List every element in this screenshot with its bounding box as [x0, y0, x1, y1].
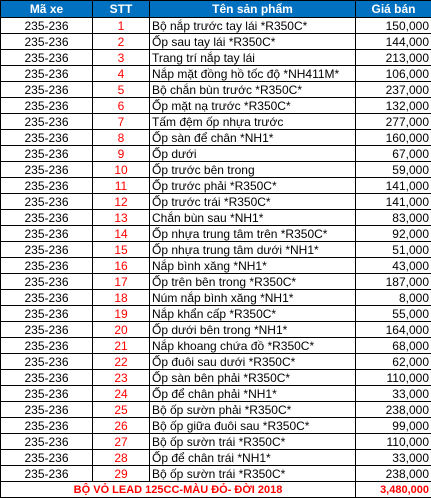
stt-cell: 21: [93, 338, 150, 354]
product-name-cell: Ốp trên bên trong *R350C*: [150, 274, 356, 290]
product-name-cell: Bộ chắn bùn trước *R350C*: [150, 82, 356, 98]
stt-cell: 3: [93, 50, 150, 66]
product-name-cell: Ốp để chân phải *NH1*: [150, 386, 356, 402]
model-cell: 235-236: [1, 418, 93, 434]
table-row: [1, 274, 431, 290]
stt-cell: 8: [93, 130, 150, 146]
price-cell: 150,000: [356, 18, 431, 34]
model-cell: 235-236: [1, 402, 93, 418]
table-row: [1, 82, 431, 98]
product-name-cell: Ốp dưới bên trong *NH1*: [150, 322, 356, 338]
model-cell: 235-236: [1, 162, 93, 178]
table-row: [1, 418, 431, 434]
price-cell: 43,000: [356, 258, 431, 274]
product-name-cell: Ốp trước phải *R350C*: [150, 178, 356, 194]
product-name-cell: Nắp bình xăng *NH1*: [150, 258, 356, 274]
price-cell: 67,000: [356, 146, 431, 162]
stt-cell: 24: [93, 386, 150, 402]
product-name-cell: Ốp nhựa trung tâm dưới *NH1*: [150, 242, 356, 258]
stt-cell: 19: [93, 306, 150, 322]
product-name-cell: Ốp để chân trái *NH1*: [150, 450, 356, 466]
model-cell: 235-236: [1, 114, 93, 130]
stt-cell: 14: [93, 226, 150, 242]
product-name-cell: Trang trí nắp tay lái: [150, 50, 356, 66]
product-name-cell: Chắn bùn sau *NH1*: [150, 210, 356, 226]
price-cell: 132,000: [356, 98, 431, 114]
price-cell: 83,000: [356, 210, 431, 226]
stt-cell: 25: [93, 402, 150, 418]
price-cell: 238,000: [356, 402, 431, 418]
table-row: [1, 434, 431, 450]
total-label: BỘ VỎ LEAD 125CC-MÀU ĐỎ- ĐỜI 2018: [1, 482, 356, 498]
price-cell: 213,000: [356, 50, 431, 66]
price-cell: 8,000: [356, 290, 431, 306]
product-name-cell: Ốp sàn để chân *NH1*: [150, 130, 356, 146]
table-body: [1, 18, 431, 482]
table-row: [1, 354, 431, 370]
table-row: [1, 306, 431, 322]
model-cell: 235-236: [1, 178, 93, 194]
stt-cell: 6: [93, 98, 150, 114]
model-cell: 235-236: [1, 66, 93, 82]
stt-cell: 17: [93, 274, 150, 290]
table-row: [1, 450, 431, 466]
table-row: [1, 290, 431, 306]
header-stt: STT: [93, 1, 150, 18]
model-cell: 235-236: [1, 354, 93, 370]
table-row: [1, 242, 431, 258]
table-row: [1, 258, 431, 274]
model-cell: 235-236: [1, 370, 93, 386]
price-cell: 55,000: [356, 306, 431, 322]
product-name-cell: Nắp khẩn cấp *R350C*: [150, 306, 356, 322]
product-name-cell: Ốp dưới: [150, 146, 356, 162]
stt-cell: 13: [93, 210, 150, 226]
model-cell: 235-236: [1, 130, 93, 146]
model-cell: 235-236: [1, 466, 93, 482]
stt-cell: 10: [93, 162, 150, 178]
product-name-cell: Nắp mặt đồng hồ tốc độ *NH411M*: [150, 66, 356, 82]
model-cell: 235-236: [1, 82, 93, 98]
price-cell: 62,000: [356, 354, 431, 370]
model-cell: 235-236: [1, 322, 93, 338]
header-model: Mã xe: [1, 1, 93, 18]
price-cell: 164,000: [356, 322, 431, 338]
header-price: Giá bán: [356, 1, 431, 18]
stt-cell: 5: [93, 82, 150, 98]
stt-cell: 15: [93, 242, 150, 258]
product-name-cell: Bộ ốp sườn trái *R350C*: [150, 466, 356, 482]
model-cell: 235-236: [1, 50, 93, 66]
product-name-cell: Ốp mặt nạ trước *R350C*: [150, 98, 356, 114]
table-row: [1, 98, 431, 114]
table-row: [1, 50, 431, 66]
stt-cell: 22: [93, 354, 150, 370]
total-row: [1, 482, 431, 498]
product-name-cell: Nắp khoang chứa đồ *R350C*: [150, 338, 356, 354]
stt-cell: 9: [93, 146, 150, 162]
product-name-cell: Ốp trước bên trong: [150, 162, 356, 178]
price-cell: 68,000: [356, 338, 431, 354]
stt-cell: 28: [93, 450, 150, 466]
price-cell: 33,000: [356, 386, 431, 402]
table-row: [1, 338, 431, 354]
total-value: 3,480,000: [356, 482, 431, 498]
stt-cell: 20: [93, 322, 150, 338]
model-cell: 235-236: [1, 226, 93, 242]
stt-cell: 4: [93, 66, 150, 82]
stt-cell: 1: [93, 18, 150, 34]
model-cell: 235-236: [1, 194, 93, 210]
stt-cell: 27: [93, 434, 150, 450]
product-name-cell: Tấm đệm ốp nhựa trước: [150, 114, 356, 130]
product-name-cell: Bộ ốp sườn trái *R350C*: [150, 434, 356, 450]
table-row: [1, 114, 431, 130]
table-row: [1, 466, 431, 482]
model-cell: 235-236: [1, 290, 93, 306]
table-row: [1, 178, 431, 194]
price-cell: 141,000: [356, 194, 431, 210]
model-cell: 235-236: [1, 242, 93, 258]
table-row: [1, 402, 431, 418]
price-cell: 187,000: [356, 274, 431, 290]
table-row: [1, 322, 431, 338]
model-cell: 235-236: [1, 386, 93, 402]
product-name-cell: Ốp đuôi sau dưới *R350C*: [150, 354, 356, 370]
table-row: [1, 18, 431, 34]
table-row: [1, 210, 431, 226]
price-cell: 92,000: [356, 226, 431, 242]
price-cell: 238,000: [356, 466, 431, 482]
model-cell: 235-236: [1, 338, 93, 354]
model-cell: 235-236: [1, 98, 93, 114]
stt-cell: 12: [93, 194, 150, 210]
product-name-cell: Bộ nắp trước tay lái *R350C*: [150, 18, 356, 34]
table-row: [1, 194, 431, 210]
price-cell: 110,000: [356, 434, 431, 450]
table-row: [1, 226, 431, 242]
table-row: [1, 146, 431, 162]
table-row: [1, 162, 431, 178]
price-cell: 144,000: [356, 34, 431, 50]
product-name-cell: Núm nắp bình xăng *NH1*: [150, 290, 356, 306]
stt-cell: 7: [93, 114, 150, 130]
price-cell: 237,000: [356, 82, 431, 98]
price-cell: 59,000: [356, 162, 431, 178]
model-cell: 235-236: [1, 274, 93, 290]
model-cell: 235-236: [1, 306, 93, 322]
stt-cell: 29: [93, 466, 150, 482]
table-row: [1, 130, 431, 146]
price-cell: 160,000: [356, 130, 431, 146]
stt-cell: 11: [93, 178, 150, 194]
model-cell: 235-236: [1, 258, 93, 274]
table-row: [1, 386, 431, 402]
model-cell: 235-236: [1, 146, 93, 162]
product-name-cell: Ốp sàn bên phải *R350C*: [150, 370, 356, 386]
product-name-cell: Ốp sau tay lái *R350C*: [150, 34, 356, 50]
model-cell: 235-236: [1, 18, 93, 34]
stt-cell: 16: [93, 258, 150, 274]
table-row: [1, 34, 431, 50]
stt-cell: 26: [93, 418, 150, 434]
product-name-cell: Bộ ốp giữa đuôi sau *R350C*: [150, 418, 356, 434]
header-product-name: Tên sản phẩm: [150, 1, 356, 18]
table-row: [1, 370, 431, 386]
price-cell: 141,000: [356, 178, 431, 194]
stt-cell: 23: [93, 370, 150, 386]
model-cell: 235-236: [1, 434, 93, 450]
price-cell: 106,000: [356, 66, 431, 82]
product-name-cell: Ốp trước trái *R350C*: [150, 194, 356, 210]
price-cell: 99,000: [356, 418, 431, 434]
price-cell: 110,000: [356, 370, 431, 386]
table-row: [1, 66, 431, 82]
price-cell: 51,000: [356, 242, 431, 258]
price-cell: 277,000: [356, 114, 431, 130]
product-name-cell: Ốp nhựa trung tâm trên *R350C*: [150, 226, 356, 242]
model-cell: 235-236: [1, 450, 93, 466]
stt-cell: 2: [93, 34, 150, 50]
stt-cell: 18: [93, 290, 150, 306]
model-cell: 235-236: [1, 210, 93, 226]
product-name-cell: Bộ ốp sườn phải *R350C*: [150, 402, 356, 418]
price-cell: 33,000: [356, 450, 431, 466]
header-row: [1, 1, 431, 18]
model-cell: 235-236: [1, 34, 93, 50]
